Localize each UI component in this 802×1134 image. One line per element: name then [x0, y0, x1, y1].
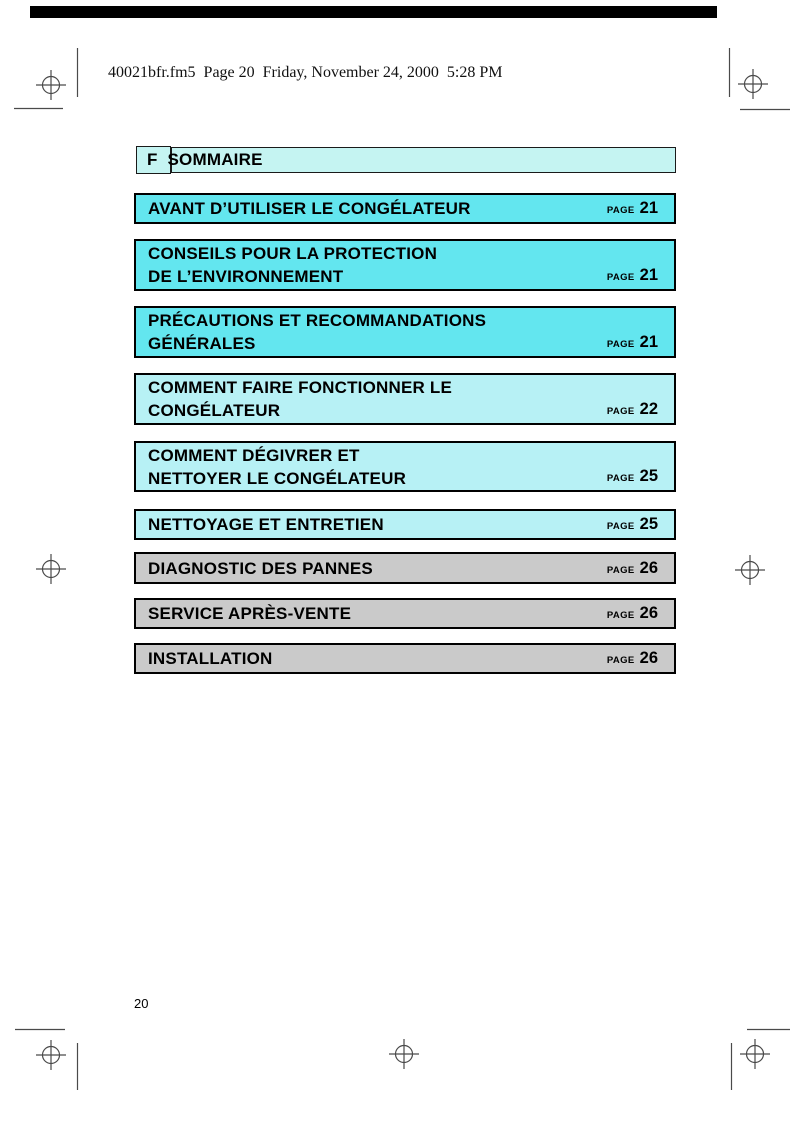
toc-entry-title-line2: GÉNÉRALES [148, 334, 256, 353]
toc-entry [134, 306, 676, 358]
toc-entry-pageref [607, 400, 658, 419]
toc-entry-pageref [607, 649, 658, 668]
page-label: PAGE [606, 339, 635, 350]
toc-entry-pageref [607, 266, 658, 285]
toc-entry-pageref [607, 515, 658, 534]
page-number: 25 [639, 467, 658, 485]
page-label: PAGE [606, 521, 635, 532]
toc-entry-title-line2: DE L’ENVIRONNEMENT [148, 267, 344, 286]
page-number: 21 [639, 266, 658, 284]
page-label: PAGE [606, 655, 635, 666]
footer-page-number: 20 [134, 996, 149, 1011]
toc-entry-title: COMMENT FAIRE FONCTIONNER LE [148, 378, 453, 397]
toc-entry-pageref [607, 199, 658, 218]
toc-entry [134, 598, 676, 629]
toc-entry [134, 239, 676, 291]
toc-entry-title: SERVICE APRÈS-VENTE [148, 604, 352, 623]
page-label: PAGE [606, 473, 635, 484]
toc-entry [134, 643, 676, 674]
toc-entry-title: PRÉCAUTIONS ET RECOMMANDATIONS [148, 311, 487, 330]
page-label: PAGE [606, 406, 635, 417]
toc-entry [134, 193, 676, 224]
toc-entry-pageref [607, 333, 658, 352]
page-label: PAGE [606, 565, 635, 576]
toc-entry-title: INSTALLATION [148, 649, 273, 668]
toc-entry [134, 509, 676, 540]
toc-entry-title: DIAGNOSTIC DES PANNES [148, 558, 373, 578]
page-number: 21 [639, 333, 658, 351]
page-label: PAGE [606, 205, 635, 216]
toc-entry [134, 441, 676, 492]
page-number: 21 [639, 199, 658, 217]
toc-entry-title: AVANT D’UTILISER LE CONGÉLATEUR [148, 199, 471, 218]
sommaire-title: F SOMMAIRE [147, 150, 263, 169]
page-label: PAGE [606, 272, 635, 283]
page-number: 22 [639, 400, 658, 418]
toc-entry-title: NETTOYAGE ET ENTRETIEN [148, 515, 384, 534]
toc-entry-pageref [607, 604, 658, 623]
page-number: 26 [639, 649, 658, 667]
toc-entry [134, 373, 676, 425]
toc-entry-title-line2: CONGÉLATEUR [148, 401, 281, 420]
page-number: 26 [639, 559, 658, 577]
toc-entry-title: COMMENT DÉGIVRER ET [148, 445, 360, 465]
toc-entry-pageref [607, 559, 658, 578]
page-label: PAGE [606, 610, 635, 621]
toc-entry-pageref [607, 467, 658, 486]
page-number: 25 [639, 515, 658, 533]
toc-entry-title: CONSEILS POUR LA PROTECTION [148, 244, 438, 263]
page-number: 26 [639, 604, 658, 622]
toc-entry [134, 552, 676, 584]
document-header-line: 40021bfr.fm5 Page 20 Friday, November 24, 2000 5:28 PM [108, 64, 503, 81]
toc-entry-title-line2: NETTOYER LE CONGÉLATEUR [148, 468, 407, 488]
